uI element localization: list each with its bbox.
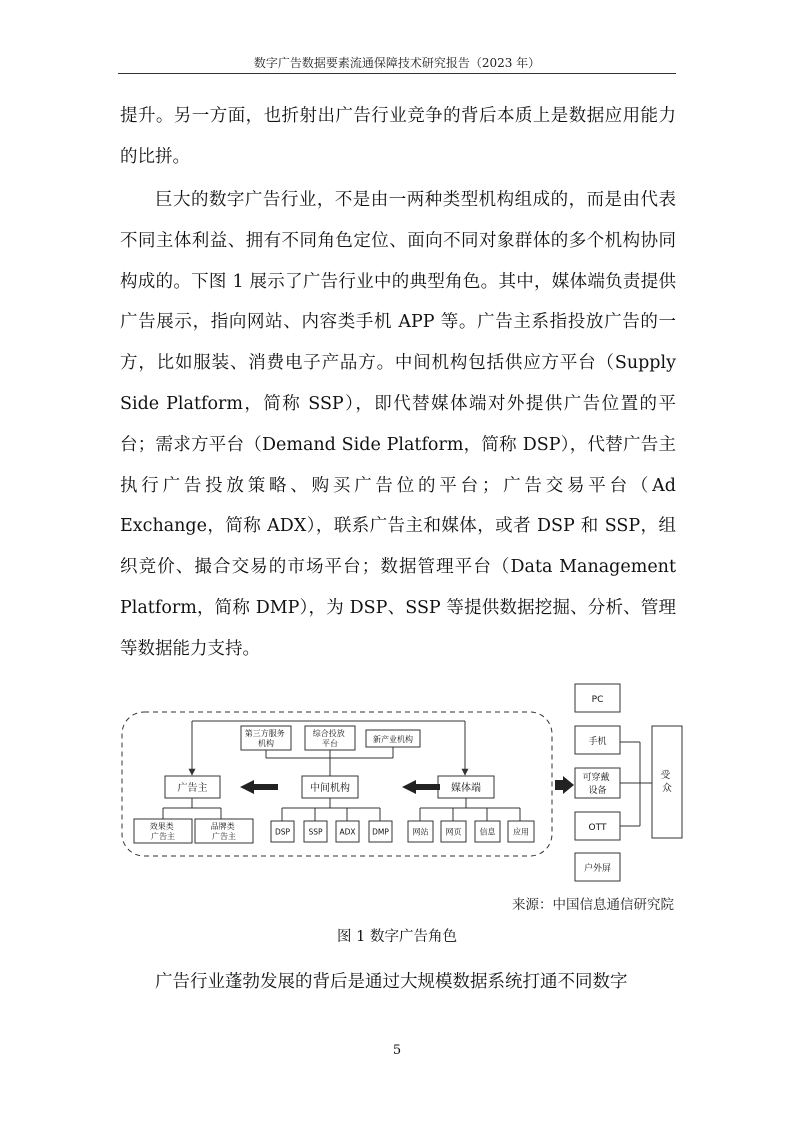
advertiser-label: 广告主 xyxy=(177,783,208,794)
media-type-label: 网页 xyxy=(445,827,462,837)
running-header: 数字广告数据要素流通保障技术研究报告（2023 年） xyxy=(253,56,541,70)
device-label: OTT xyxy=(588,823,607,833)
media-type-label: 信息 xyxy=(479,827,496,837)
header-rule xyxy=(118,73,676,74)
paragraph-1: 提升。另一方面，也折射出广告行业竞争的背后本质上是数据应用能力的比拼。 xyxy=(120,106,676,167)
device-label: 手机 xyxy=(588,737,607,747)
arrow-to-advertiser xyxy=(240,780,278,794)
advertiser-type-label: 效果类 广告主 xyxy=(149,822,175,841)
page-number: 5 xyxy=(392,1043,402,1058)
media-label: 媒体端 xyxy=(451,783,481,794)
media-type-label: 网站 xyxy=(412,827,429,837)
advertiser-type-label: 品牌类 广告主 xyxy=(210,822,236,841)
platform-label: SSP xyxy=(308,827,323,837)
audience-label: 受 众 xyxy=(660,770,672,794)
device-label: PC xyxy=(591,695,604,705)
platform-boxes xyxy=(271,821,392,842)
device-label: 可穿戴 设备 xyxy=(582,773,610,796)
arrow-to-devices xyxy=(555,776,574,794)
paragraph-3: 广告行业蓬勃发展的背后是通过大规模数据系统打通不同数字 xyxy=(155,972,628,992)
ad-roles-diagram xyxy=(118,676,684,886)
platform-label: DMP xyxy=(372,827,389,837)
media-type-label: 应用 xyxy=(513,827,529,837)
platform-label: ADX xyxy=(339,827,356,837)
media-type-boxes xyxy=(408,821,534,842)
top-org-label: 第三方服务 机构 xyxy=(244,729,285,748)
intermediary-label: 中间机构 xyxy=(310,783,350,794)
platform-label: DSP xyxy=(274,827,291,837)
figure-source: 来源：中国信息通信研究院 xyxy=(512,897,674,913)
top-org-label: 新产业机构 xyxy=(373,735,413,744)
arrow-to-media xyxy=(402,780,440,794)
device-label: 户外屏 xyxy=(583,864,612,874)
paragraph-2: 巨大的数字广告行业，不是由一两种类型机构组成的，而是由代表不同主体利益、拥有不同角色定位、面向不同对象群体的多个机构协同构成的。下图 1 展示了广告行业中的典型角色。其中，媒体端负责提供广告展示，指向网站、内容类手机 APP 等。广告主系指投放广告的一方，比如服装、消费电子产品方。中间机构包括供应方平台（Supply Side Platform，简称 SSP），即代替媒体端对外提供广告位置的平台；需求方平台（Demand Side Platform，简称 DSP），代替广告主执行广告投放策略、购买广告位的平台；广告交易平台（Ad Exchange，简称 ADX），联系广告主和媒体，或者 DSP 和 SSP，组织竞价、撮合交易的市场平台；数据管理平台（Data Management Platform，简称 DMP），为 DSP、SSP 等提供数据挖掘、分析、管理等数据能力支持。 xyxy=(120,190,676,659)
top-org-label: 综合投放 平台 xyxy=(312,729,345,748)
figure-caption: 图 1 数字广告角色 xyxy=(337,929,457,945)
